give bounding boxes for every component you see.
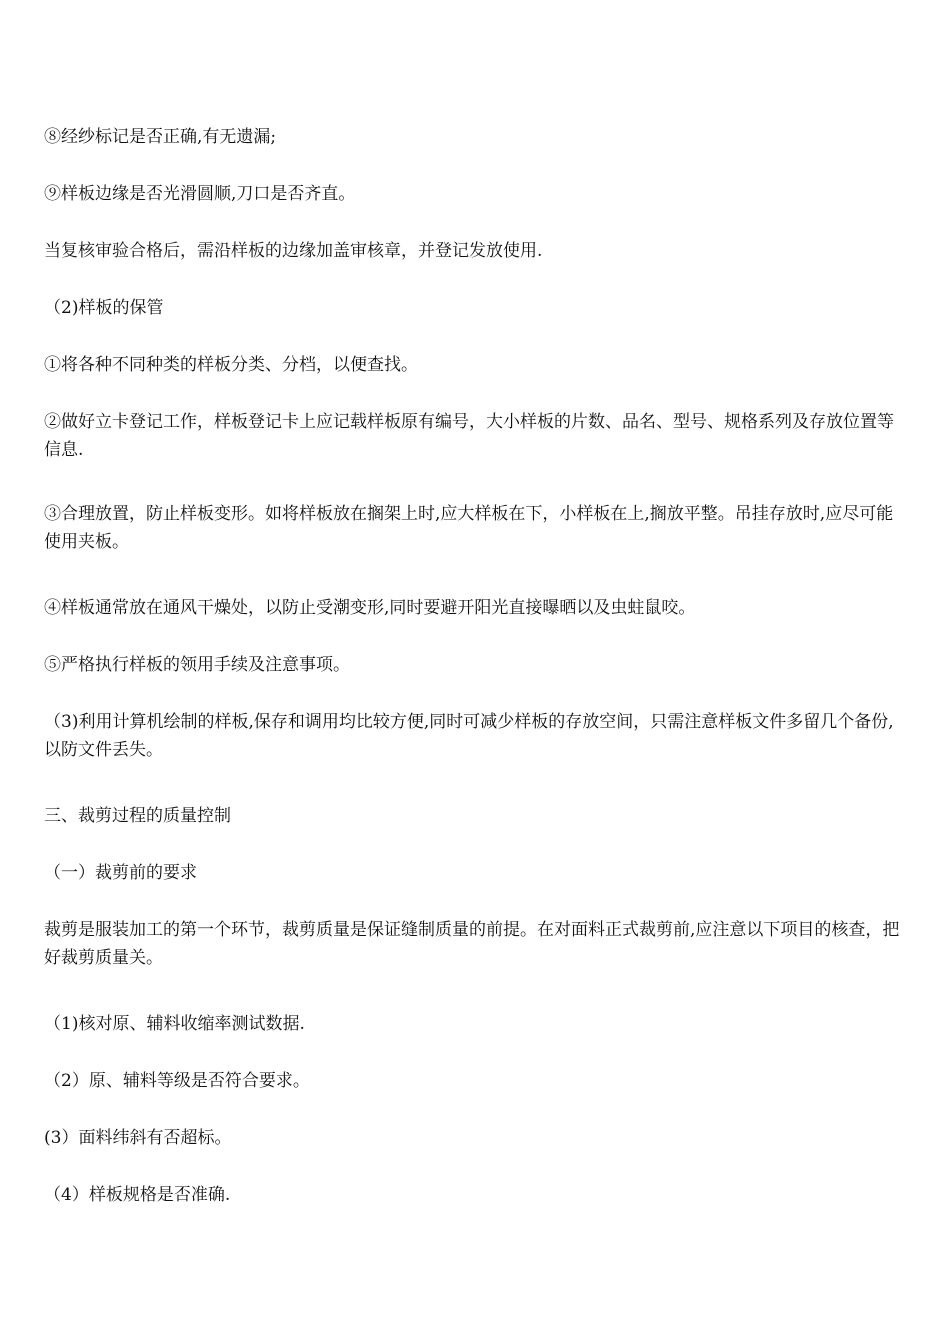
paragraph-review-approval: 当复核审验合格后，需沿样板的边缘加盖审核章，并登记发放使用. <box>44 241 543 261</box>
list-item-pattern-spec: （4）样板规格是否准确. <box>44 1185 231 1205</box>
paragraph-item-1-classify: ①将各种不同种类的样板分类、分档，以便查找。 <box>44 355 418 375</box>
paragraph-computer-patterns: （3)利用计算机绘制的样板,保存和调用均比较方便,同时可减少样板的存放空间，只需注意样板文件多留几个备份,以防文件丢失。 <box>44 712 894 760</box>
list-item-material-grade: （2）原、辅料等级是否符合要求。 <box>44 1071 310 1091</box>
paragraph-item-9-pattern-edge: ⑨样板边缘是否光滑圆顺,刀口是否齐直。 <box>44 184 356 204</box>
paragraph-item-2-registration: ②做好立卡登记工作，样板登记卡上应记载样板原有编号，大小样板的片数、品名、型号、规格系列及存放位置等信息. <box>44 412 894 460</box>
section-heading-cutting-quality: 三、裁剪过程的质量控制 <box>44 806 231 826</box>
paragraph-item-3-placement: ③合理放置，防止样板变形。如将样板放在搁架上时,应大样板在下，小样板在上,搁放平整。吊挂存放时,应尽可能使用夹板。 <box>44 504 894 552</box>
subsection-heading-pre-cutting: （一）裁剪前的要求 <box>44 863 197 883</box>
paragraph-cutting-intro: 裁剪是服装加工的第一个环节，裁剪质量是保证缝制质量的前提。在对面料正式裁剪前,应注意以下项目的核查，把好裁剪质量关。 <box>44 920 900 968</box>
list-item-shrinkage: （1)核对原、辅料收缩率测试数据. <box>44 1014 305 1034</box>
section-heading-pattern-storage: （2)样板的保管 <box>44 298 164 318</box>
paragraph-item-8-warp-mark: ⑧经纱标记是否正确,有无遗漏; <box>44 127 277 147</box>
paragraph-item-4-ventilation: ④样板通常放在通风干燥处，以防止受潮变形,同时要避开阳光直接曝晒以及虫蛀鼠咬。 <box>44 598 696 618</box>
paragraph-item-5-procedures: ⑤严格执行样板的领用手续及注意事项。 <box>44 655 350 675</box>
list-item-weft-skew: (3）面料纬斜有否超标。 <box>44 1128 232 1148</box>
